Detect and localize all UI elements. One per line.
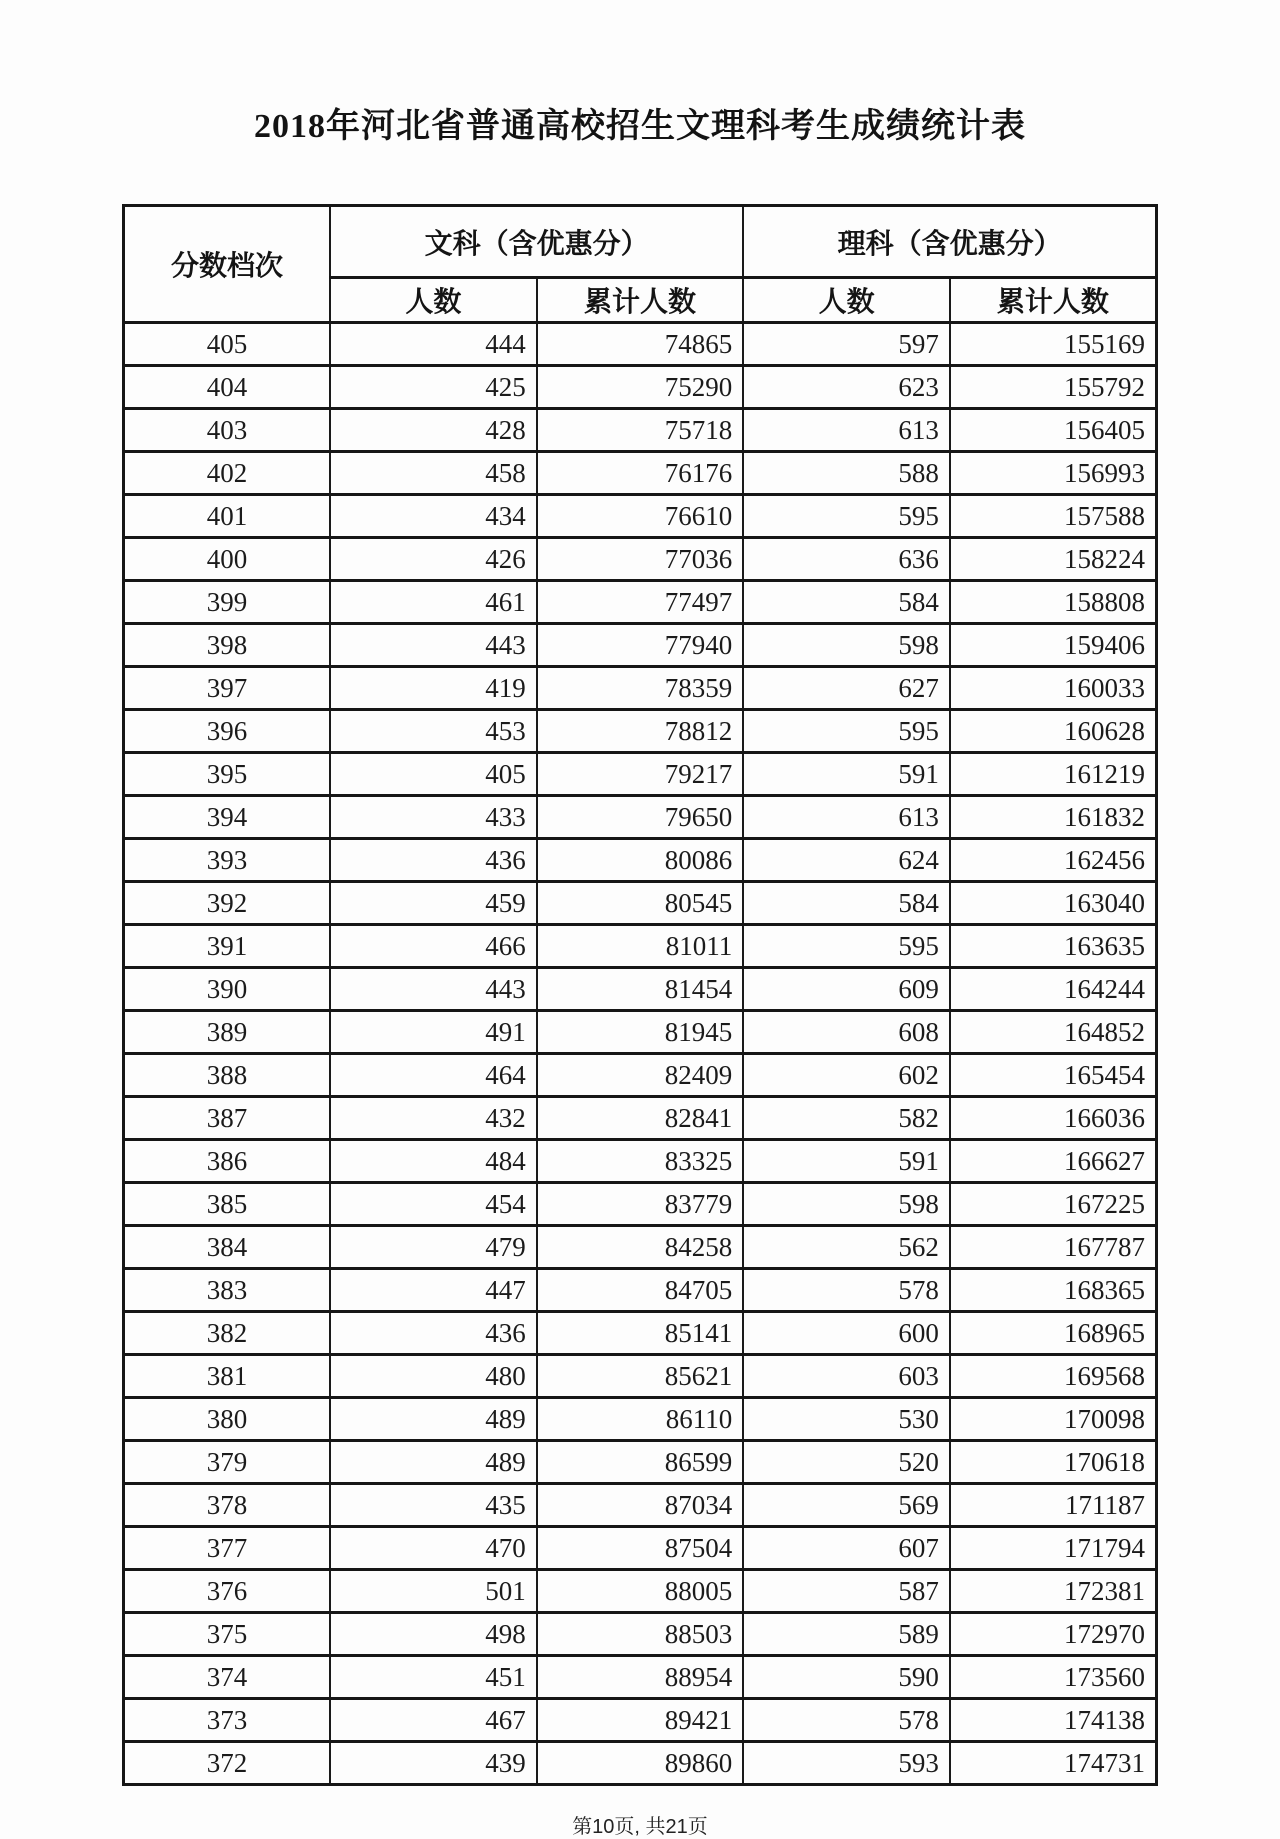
table-row bbox=[124, 581, 1157, 624]
science-cumulative-cell: 174138 bbox=[950, 1699, 1157, 1742]
science-cumulative-cell: 167225 bbox=[950, 1183, 1157, 1226]
science-count-cell: 590 bbox=[743, 1656, 950, 1699]
liberal-cumulative-cell: 85141 bbox=[537, 1312, 744, 1355]
science-count-cell: 584 bbox=[743, 882, 950, 925]
table-row bbox=[124, 409, 1157, 452]
table-body bbox=[124, 323, 1157, 1785]
science-count-cell: 636 bbox=[743, 538, 950, 581]
science-cumulative-cell: 160033 bbox=[950, 667, 1157, 710]
table-row bbox=[124, 710, 1157, 753]
science-cumulative-cell: 157588 bbox=[950, 495, 1157, 538]
science-count-cell: 584 bbox=[743, 581, 950, 624]
science-count-cell: 578 bbox=[743, 1269, 950, 1312]
score-level-cell: 393 bbox=[124, 839, 331, 882]
page-footer: 第10页, 共21页 bbox=[572, 1816, 708, 1838]
science-count-cell: 600 bbox=[743, 1312, 950, 1355]
liberal-count-cell: 461 bbox=[330, 581, 537, 624]
science-cumulative-cell: 158224 bbox=[950, 538, 1157, 581]
header-liberal-arts-group: 文科（含优惠分） bbox=[330, 206, 743, 278]
table-row bbox=[124, 1613, 1157, 1656]
liberal-cumulative-cell: 83325 bbox=[537, 1140, 744, 1183]
science-cumulative-cell: 172970 bbox=[950, 1613, 1157, 1656]
liberal-count-cell: 459 bbox=[330, 882, 537, 925]
science-count-cell: 591 bbox=[743, 753, 950, 796]
science-cumulative-cell: 161832 bbox=[950, 796, 1157, 839]
liberal-count-cell: 491 bbox=[330, 1011, 537, 1054]
score-level-cell: 398 bbox=[124, 624, 331, 667]
liberal-count-cell: 405 bbox=[330, 753, 537, 796]
science-cumulative-cell: 161219 bbox=[950, 753, 1157, 796]
score-level-cell: 402 bbox=[124, 452, 331, 495]
table-row bbox=[124, 1097, 1157, 1140]
liberal-cumulative-cell: 88005 bbox=[537, 1570, 744, 1613]
liberal-cumulative-cell: 79217 bbox=[537, 753, 744, 796]
liberal-cumulative-cell: 76176 bbox=[537, 452, 744, 495]
table-row bbox=[124, 1269, 1157, 1312]
liberal-cumulative-cell: 88503 bbox=[537, 1613, 744, 1656]
science-cumulative-cell: 155169 bbox=[950, 323, 1157, 366]
score-level-cell: 372 bbox=[124, 1742, 331, 1785]
liberal-count-cell: 434 bbox=[330, 495, 537, 538]
liberal-cumulative-cell: 78812 bbox=[537, 710, 744, 753]
liberal-cumulative-cell: 85621 bbox=[537, 1355, 744, 1398]
table-row bbox=[124, 1484, 1157, 1527]
liberal-count-cell: 425 bbox=[330, 366, 537, 409]
table-row bbox=[124, 624, 1157, 667]
liberal-cumulative-cell: 81945 bbox=[537, 1011, 744, 1054]
table-row bbox=[124, 1742, 1157, 1785]
score-level-cell: 379 bbox=[124, 1441, 331, 1484]
liberal-cumulative-cell: 81454 bbox=[537, 968, 744, 1011]
science-count-cell: 609 bbox=[743, 968, 950, 1011]
science-count-cell: 587 bbox=[743, 1570, 950, 1613]
score-level-cell: 386 bbox=[124, 1140, 331, 1183]
liberal-cumulative-cell: 87504 bbox=[537, 1527, 744, 1570]
group-header-row bbox=[124, 206, 1157, 278]
science-count-cell: 598 bbox=[743, 624, 950, 667]
table-row bbox=[124, 452, 1157, 495]
science-count-cell: 569 bbox=[743, 1484, 950, 1527]
science-count-cell: 607 bbox=[743, 1527, 950, 1570]
table-row bbox=[124, 1699, 1157, 1742]
table-row bbox=[124, 1054, 1157, 1097]
score-level-cell: 375 bbox=[124, 1613, 331, 1656]
science-cumulative-cell: 174731 bbox=[950, 1742, 1157, 1785]
science-count-cell: 608 bbox=[743, 1011, 950, 1054]
table-row bbox=[124, 882, 1157, 925]
score-level-cell: 391 bbox=[124, 925, 331, 968]
table-row bbox=[124, 366, 1157, 409]
liberal-count-cell: 444 bbox=[330, 323, 537, 366]
score-level-cell: 381 bbox=[124, 1355, 331, 1398]
science-count-cell: 591 bbox=[743, 1140, 950, 1183]
subheader-science-cumulative: 累计人数 bbox=[950, 278, 1157, 323]
table-row bbox=[124, 1398, 1157, 1441]
liberal-cumulative-cell: 84258 bbox=[537, 1226, 744, 1269]
liberal-count-cell: 489 bbox=[330, 1441, 537, 1484]
science-count-cell: 598 bbox=[743, 1183, 950, 1226]
science-count-cell: 520 bbox=[743, 1441, 950, 1484]
science-cumulative-cell: 162456 bbox=[950, 839, 1157, 882]
liberal-count-cell: 479 bbox=[330, 1226, 537, 1269]
science-count-cell: 602 bbox=[743, 1054, 950, 1097]
liberal-count-cell: 432 bbox=[330, 1097, 537, 1140]
science-count-cell: 562 bbox=[743, 1226, 950, 1269]
liberal-cumulative-cell: 77497 bbox=[537, 581, 744, 624]
liberal-count-cell: 428 bbox=[330, 409, 537, 452]
liberal-count-cell: 439 bbox=[330, 1742, 537, 1785]
table-row bbox=[124, 1570, 1157, 1613]
score-level-cell: 383 bbox=[124, 1269, 331, 1312]
header-score-level: 分数档次 bbox=[124, 206, 331, 323]
table-row bbox=[124, 753, 1157, 796]
liberal-count-cell: 464 bbox=[330, 1054, 537, 1097]
table-row bbox=[124, 1140, 1157, 1183]
science-count-cell: 595 bbox=[743, 710, 950, 753]
science-cumulative-cell: 166627 bbox=[950, 1140, 1157, 1183]
score-level-cell: 397 bbox=[124, 667, 331, 710]
science-cumulative-cell: 160628 bbox=[950, 710, 1157, 753]
science-cumulative-cell: 163635 bbox=[950, 925, 1157, 968]
score-level-cell: 396 bbox=[124, 710, 331, 753]
page-title: 2018年河北省普通高校招生文理科考生成绩统计表 bbox=[254, 108, 1026, 145]
score-level-cell: 373 bbox=[124, 1699, 331, 1742]
science-count-cell: 595 bbox=[743, 495, 950, 538]
science-cumulative-cell: 159406 bbox=[950, 624, 1157, 667]
liberal-cumulative-cell: 82409 bbox=[537, 1054, 744, 1097]
science-cumulative-cell: 172381 bbox=[950, 1570, 1157, 1613]
science-count-cell: 603 bbox=[743, 1355, 950, 1398]
table-row bbox=[124, 1011, 1157, 1054]
science-cumulative-cell: 165454 bbox=[950, 1054, 1157, 1097]
liberal-cumulative-cell: 75718 bbox=[537, 409, 744, 452]
table-row bbox=[124, 839, 1157, 882]
liberal-count-cell: 435 bbox=[330, 1484, 537, 1527]
science-count-cell: 530 bbox=[743, 1398, 950, 1441]
score-level-cell: 384 bbox=[124, 1226, 331, 1269]
liberal-count-cell: 453 bbox=[330, 710, 537, 753]
science-cumulative-cell: 168965 bbox=[950, 1312, 1157, 1355]
science-cumulative-cell: 171794 bbox=[950, 1527, 1157, 1570]
score-level-cell: 380 bbox=[124, 1398, 331, 1441]
table-row bbox=[124, 1656, 1157, 1699]
science-cumulative-cell: 158808 bbox=[950, 581, 1157, 624]
science-cumulative-cell: 166036 bbox=[950, 1097, 1157, 1140]
science-cumulative-cell: 164244 bbox=[950, 968, 1157, 1011]
liberal-cumulative-cell: 76610 bbox=[537, 495, 744, 538]
score-level-cell: 382 bbox=[124, 1312, 331, 1355]
liberal-cumulative-cell: 84705 bbox=[537, 1269, 744, 1312]
liberal-cumulative-cell: 82841 bbox=[537, 1097, 744, 1140]
header-science-group: 理科（含优惠分） bbox=[743, 206, 1156, 278]
score-level-cell: 394 bbox=[124, 796, 331, 839]
liberal-count-cell: 458 bbox=[330, 452, 537, 495]
liberal-count-cell: 419 bbox=[330, 667, 537, 710]
liberal-cumulative-cell: 87034 bbox=[537, 1484, 744, 1527]
score-level-cell: 377 bbox=[124, 1527, 331, 1570]
score-level-cell: 395 bbox=[124, 753, 331, 796]
table-row bbox=[124, 1312, 1157, 1355]
liberal-cumulative-cell: 77940 bbox=[537, 624, 744, 667]
liberal-count-cell: 436 bbox=[330, 839, 537, 882]
liberal-cumulative-cell: 89421 bbox=[537, 1699, 744, 1742]
liberal-count-cell: 484 bbox=[330, 1140, 537, 1183]
liberal-count-cell: 501 bbox=[330, 1570, 537, 1613]
science-count-cell: 624 bbox=[743, 839, 950, 882]
score-level-cell: 390 bbox=[124, 968, 331, 1011]
liberal-count-cell: 480 bbox=[330, 1355, 537, 1398]
science-cumulative-cell: 168365 bbox=[950, 1269, 1157, 1312]
table-row bbox=[124, 925, 1157, 968]
liberal-count-cell: 498 bbox=[330, 1613, 537, 1656]
score-level-cell: 405 bbox=[124, 323, 331, 366]
table-row bbox=[124, 1441, 1157, 1484]
science-cumulative-cell: 169568 bbox=[950, 1355, 1157, 1398]
liberal-cumulative-cell: 89860 bbox=[537, 1742, 744, 1785]
table-row bbox=[124, 1355, 1157, 1398]
science-cumulative-cell: 156405 bbox=[950, 409, 1157, 452]
subheader-liberal-count: 人数 bbox=[330, 278, 537, 323]
science-count-cell: 613 bbox=[743, 796, 950, 839]
liberal-count-cell: 443 bbox=[330, 624, 537, 667]
score-level-cell: 376 bbox=[124, 1570, 331, 1613]
score-level-cell: 399 bbox=[124, 581, 331, 624]
table-row bbox=[124, 538, 1157, 581]
table-row bbox=[124, 968, 1157, 1011]
science-cumulative-cell: 163040 bbox=[950, 882, 1157, 925]
science-cumulative-cell: 167787 bbox=[950, 1226, 1157, 1269]
liberal-count-cell: 443 bbox=[330, 968, 537, 1011]
science-count-cell: 623 bbox=[743, 366, 950, 409]
score-level-cell: 385 bbox=[124, 1183, 331, 1226]
liberal-count-cell: 451 bbox=[330, 1656, 537, 1699]
score-level-cell: 378 bbox=[124, 1484, 331, 1527]
liberal-cumulative-cell: 74865 bbox=[537, 323, 744, 366]
liberal-count-cell: 433 bbox=[330, 796, 537, 839]
liberal-cumulative-cell: 75290 bbox=[537, 366, 744, 409]
science-count-cell: 588 bbox=[743, 452, 950, 495]
table-row bbox=[124, 1226, 1157, 1269]
score-level-cell: 400 bbox=[124, 538, 331, 581]
score-level-cell: 392 bbox=[124, 882, 331, 925]
score-level-cell: 389 bbox=[124, 1011, 331, 1054]
subheader-liberal-cumulative: 累计人数 bbox=[537, 278, 744, 323]
liberal-count-cell: 454 bbox=[330, 1183, 537, 1226]
science-cumulative-cell: 170098 bbox=[950, 1398, 1157, 1441]
score-level-cell: 374 bbox=[124, 1656, 331, 1699]
score-level-cell: 401 bbox=[124, 495, 331, 538]
liberal-cumulative-cell: 79650 bbox=[537, 796, 744, 839]
liberal-count-cell: 489 bbox=[330, 1398, 537, 1441]
science-cumulative-cell: 164852 bbox=[950, 1011, 1157, 1054]
liberal-count-cell: 470 bbox=[330, 1527, 537, 1570]
liberal-cumulative-cell: 86110 bbox=[537, 1398, 744, 1441]
science-count-cell: 627 bbox=[743, 667, 950, 710]
science-count-cell: 595 bbox=[743, 925, 950, 968]
liberal-count-cell: 466 bbox=[330, 925, 537, 968]
score-level-cell: 388 bbox=[124, 1054, 331, 1097]
table-row bbox=[124, 323, 1157, 366]
science-count-cell: 597 bbox=[743, 323, 950, 366]
score-level-cell: 403 bbox=[124, 409, 331, 452]
score-level-cell: 387 bbox=[124, 1097, 331, 1140]
table-row bbox=[124, 1527, 1157, 1570]
liberal-cumulative-cell: 88954 bbox=[537, 1656, 744, 1699]
science-count-cell: 589 bbox=[743, 1613, 950, 1656]
liberal-cumulative-cell: 80545 bbox=[537, 882, 744, 925]
liberal-cumulative-cell: 81011 bbox=[537, 925, 744, 968]
science-count-cell: 593 bbox=[743, 1742, 950, 1785]
liberal-cumulative-cell: 83779 bbox=[537, 1183, 744, 1226]
table-row bbox=[124, 667, 1157, 710]
subheader-science-count: 人数 bbox=[743, 278, 950, 323]
science-count-cell: 582 bbox=[743, 1097, 950, 1140]
score-table bbox=[122, 204, 1158, 1786]
science-cumulative-cell: 173560 bbox=[950, 1656, 1157, 1699]
science-cumulative-cell: 170618 bbox=[950, 1441, 1157, 1484]
science-cumulative-cell: 156993 bbox=[950, 452, 1157, 495]
liberal-cumulative-cell: 86599 bbox=[537, 1441, 744, 1484]
liberal-count-cell: 467 bbox=[330, 1699, 537, 1742]
liberal-count-cell: 426 bbox=[330, 538, 537, 581]
liberal-count-cell: 436 bbox=[330, 1312, 537, 1355]
liberal-cumulative-cell: 80086 bbox=[537, 839, 744, 882]
liberal-count-cell: 447 bbox=[330, 1269, 537, 1312]
science-cumulative-cell: 171187 bbox=[950, 1484, 1157, 1527]
table-row bbox=[124, 495, 1157, 538]
table-row bbox=[124, 1183, 1157, 1226]
table-row bbox=[124, 796, 1157, 839]
science-count-cell: 578 bbox=[743, 1699, 950, 1742]
score-level-cell: 404 bbox=[124, 366, 331, 409]
science-count-cell: 613 bbox=[743, 409, 950, 452]
liberal-cumulative-cell: 78359 bbox=[537, 667, 744, 710]
liberal-cumulative-cell: 77036 bbox=[537, 538, 744, 581]
science-cumulative-cell: 155792 bbox=[950, 366, 1157, 409]
